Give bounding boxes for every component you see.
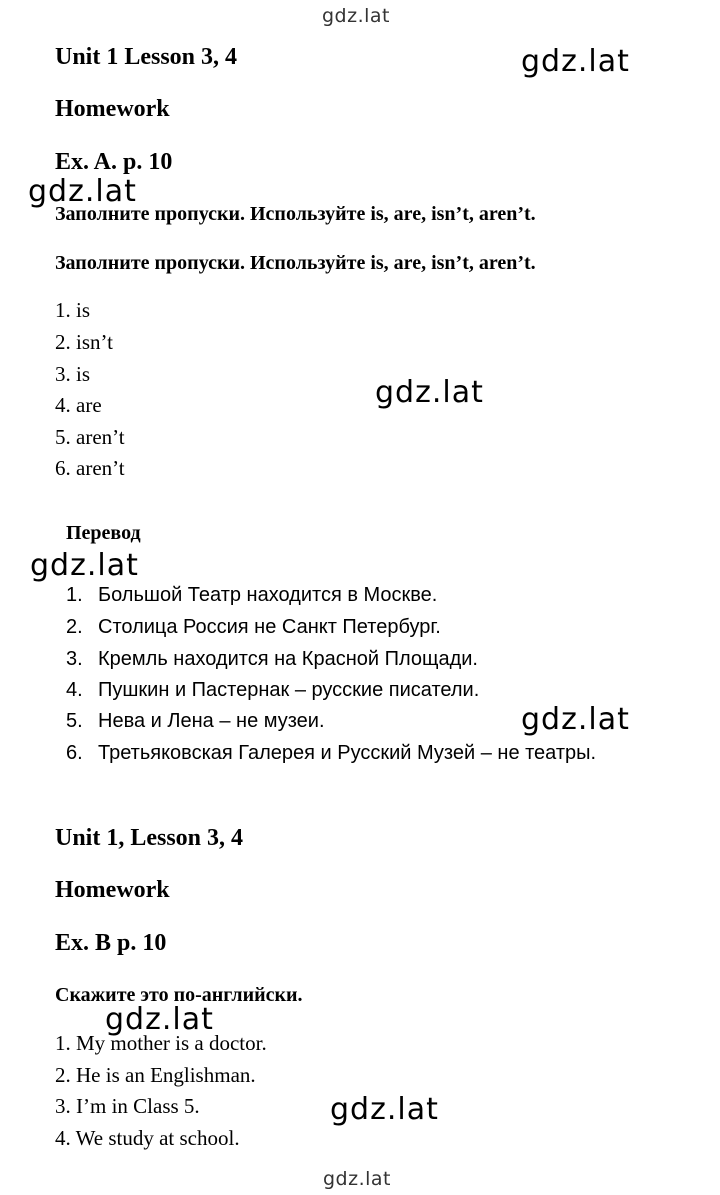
translation-number: 3. (66, 648, 83, 670)
translation-number: 5. (66, 710, 83, 732)
watermark: gdz.lat (521, 44, 630, 79)
answer-item: 4. We study at school. (55, 1126, 240, 1150)
answer-item: 2. He is an Englishman. (55, 1063, 256, 1087)
translation-text: Третьяковская Галерея и Русский Музей – не театры. (98, 742, 597, 764)
answer-item: 3. I’m in Class 5. (55, 1094, 200, 1118)
exercise-heading-2: Ex. B p. 10 (55, 930, 167, 956)
translation-text: Столица Россия не Санкт Петербург. (98, 616, 441, 638)
answer-item: 3. is (55, 362, 91, 386)
answer-item: 5. aren’t (55, 425, 125, 449)
translation-heading: Перевод (66, 522, 141, 544)
instruction-1-repeat: Заполните пропуски. Используйте is, are, isn’t, aren’t. (55, 252, 536, 274)
instruction-1: Заполните пропуски. Используйте is, are, isn’t, aren’t. (55, 203, 536, 225)
watermark: gdz.lat (30, 548, 139, 583)
answer-item: 1. is (55, 298, 91, 322)
watermark-bottom: gdz.lat (323, 1168, 392, 1190)
watermark: gdz.lat (105, 1002, 214, 1037)
instruction-2: Скажите это по-английски. (55, 984, 303, 1006)
unit-title-2: Unit 1, Lesson 3, 4 (55, 825, 244, 851)
watermark: gdz.lat (28, 174, 137, 209)
homework-heading-2: Homework (55, 877, 170, 903)
watermark-top: gdz.lat (322, 5, 391, 27)
translation-number: 6. (66, 742, 83, 764)
watermark: gdz.lat (375, 375, 484, 410)
translation-text: Нева и Лена – не музеи. (98, 710, 325, 732)
translation-number: 4. (66, 679, 83, 701)
unit-title-1: Unit 1 Lesson 3, 4 (55, 44, 238, 70)
translation-number: 2. (66, 616, 83, 638)
watermark: gdz.lat (330, 1092, 439, 1127)
answer-item: 2. isn’t (55, 330, 113, 354)
translation-text: Большой Театр находится в Москве. (98, 584, 438, 606)
translation-text: Кремль находится на Красной Площади. (98, 648, 478, 670)
translation-number: 1. (66, 584, 83, 606)
exercise-heading-1: Ex. A. p. 10 (55, 149, 173, 175)
watermark: gdz.lat (521, 702, 630, 737)
answer-item: 4. are (55, 393, 102, 417)
translation-text: Пушкин и Пастернак – русские писатели. (98, 679, 480, 701)
homework-heading-1: Homework (55, 96, 170, 122)
answer-item: 6. aren’t (55, 456, 125, 480)
answer-item: 1. My mother is a doctor. (55, 1031, 267, 1055)
